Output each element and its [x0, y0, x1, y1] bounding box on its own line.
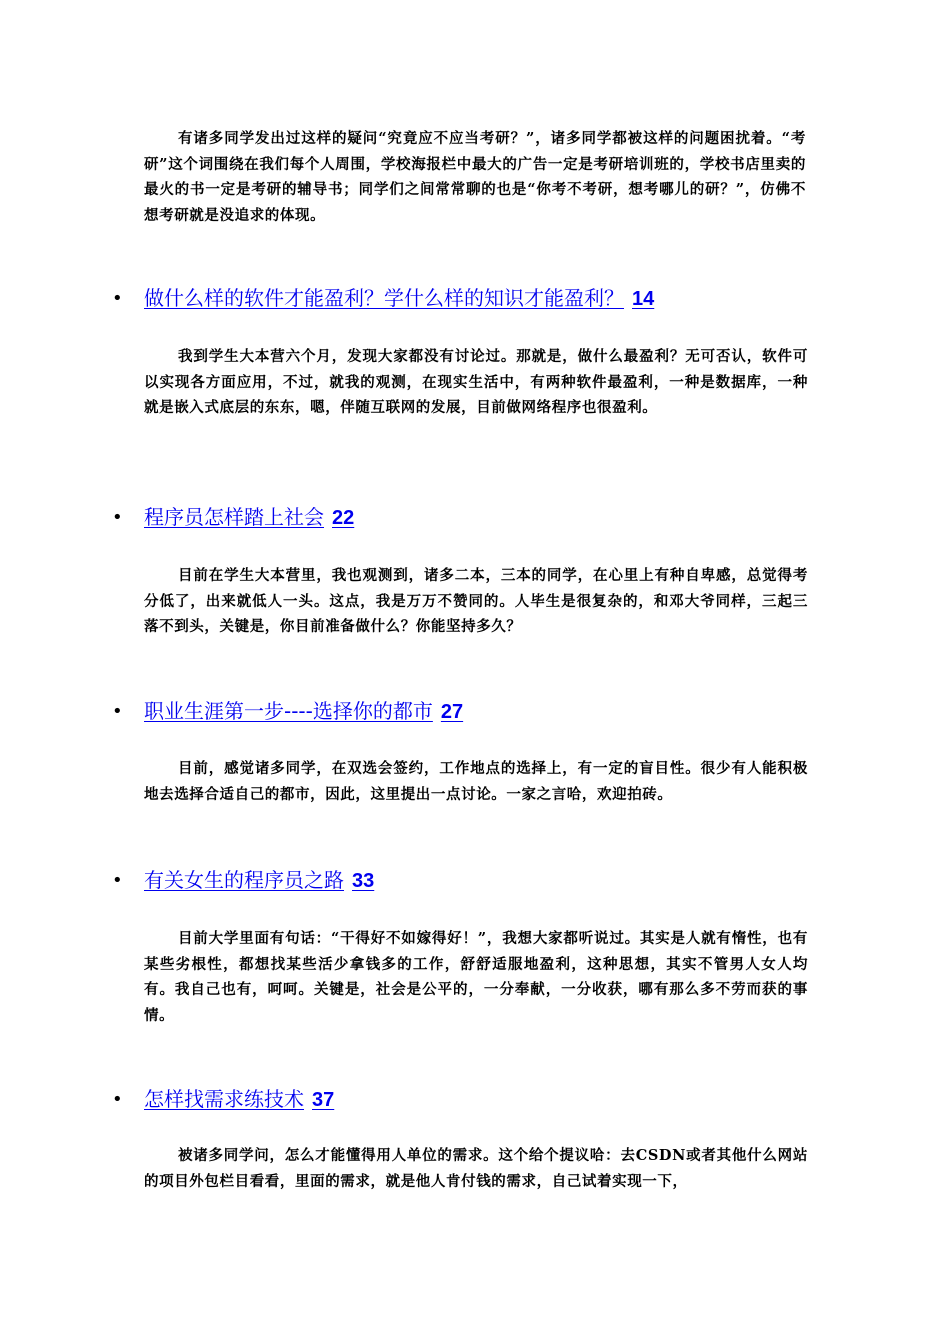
toc-page-number: 22 [332, 507, 355, 529]
toc-link-title: 做什么样的软件才能盈利？学什么样的知识才能盈利？ [144, 286, 624, 310]
toc-heading-row [0, 866, 950, 896]
bullet-icon: • [112, 701, 123, 722]
toc-link[interactable] [144, 697, 479, 726]
toc-link[interactable] [144, 284, 670, 313]
intro-paragraph: 有诸多同学发出过这样的疑问“究竟应不应当考研？”，诸多同学都被这样的问题困扰着。“考研”这个词围绕在我们每个人周围，学校海报栏中最大的广告一定是考研培训班的，学校书店里卖的最火的书一定是考研的辅导书；同学们之间常常聊的也是“你考不考研，想考哪儿的研？”，仿佛不想考研就是没追求的体现。 [144, 130, 806, 224]
toc-heading-row [0, 284, 950, 314]
toc-link-title: 有关女生的程序员之路 [144, 868, 344, 892]
section-summary: 我到学生大本营六个月，发现大家都没有讨论过。那就是，做什么最盈利？无可否认，软件可以实现各方面应用，不过，就我的观测，在现实生活中，有两种软件最盈利，一种是数据库，一种就是嵌入式底层的东东，嗯，伴随互联网的发展，目前做网络程序也很盈利。 [144, 348, 808, 416]
toc-page-number: 27 [440, 701, 464, 723]
toc-link-title: 程序员怎样踏上社会 [144, 505, 324, 529]
section-summary: 目前大学里面有句话：“干得好不如嫁得好！”，我想大家都听说过。其实是人就有惰性，也有某些劣根性，都想找某些活少拿钱多的工作，舒舒适服地盈利，这种思想，其实不管男人女人均有。我自己也有，呵呵。关键是，社会是公平的，一分奉献，一分收获，哪有那么多不劳而获的事情。 [144, 930, 808, 1024]
toc-link[interactable] [144, 1085, 350, 1114]
toc-heading-row [0, 697, 950, 727]
section-summary: 目前在学生大本营里，我也观测到，诸多二本，三本的同学，在心里上有种自卑感，总觉得考分低了，出来就低人一头。这点，我是万万不赞同的。人毕生是很复杂的，和邓大爷同样，三起三落不到头，关键是，你目前准备做什么？你能坚持多久？ [144, 567, 808, 635]
toc-page-number: 37 [312, 1089, 335, 1111]
bullet-icon: • [112, 507, 123, 528]
toc-page-number: 14 [632, 288, 655, 310]
bullet-icon: • [112, 1089, 123, 1110]
section-summary: 被诸多同学问，怎么才能懂得用人单位的需求。这个给个提议哈：去CSDN或者其他什么网站的项目外包栏目看看，里面的需求，就是他人肯付钱的需求，自己试着实现一下， [144, 1147, 808, 1190]
toc-link-title: 怎样找需求练技术 [144, 1087, 304, 1111]
toc-page-number: 33 [352, 870, 375, 892]
bullet-icon: • [112, 870, 123, 891]
toc-link[interactable] [144, 503, 370, 532]
toc-heading-row [0, 503, 950, 533]
toc-link-title: 职业生涯第一步----选择你的都市 [144, 699, 433, 723]
toc-link[interactable] [144, 866, 390, 895]
toc-heading-row [0, 1085, 950, 1115]
section-summary: 目前，感觉诸多同学，在双选会签约，工作地点的选择上，有一定的盲目性。很少有人能积极地去选择合适自己的都市，因此，这里提出一点讨论。一家之言哈，欢迎拍砖。 [144, 760, 808, 803]
bullet-icon: • [112, 288, 123, 309]
